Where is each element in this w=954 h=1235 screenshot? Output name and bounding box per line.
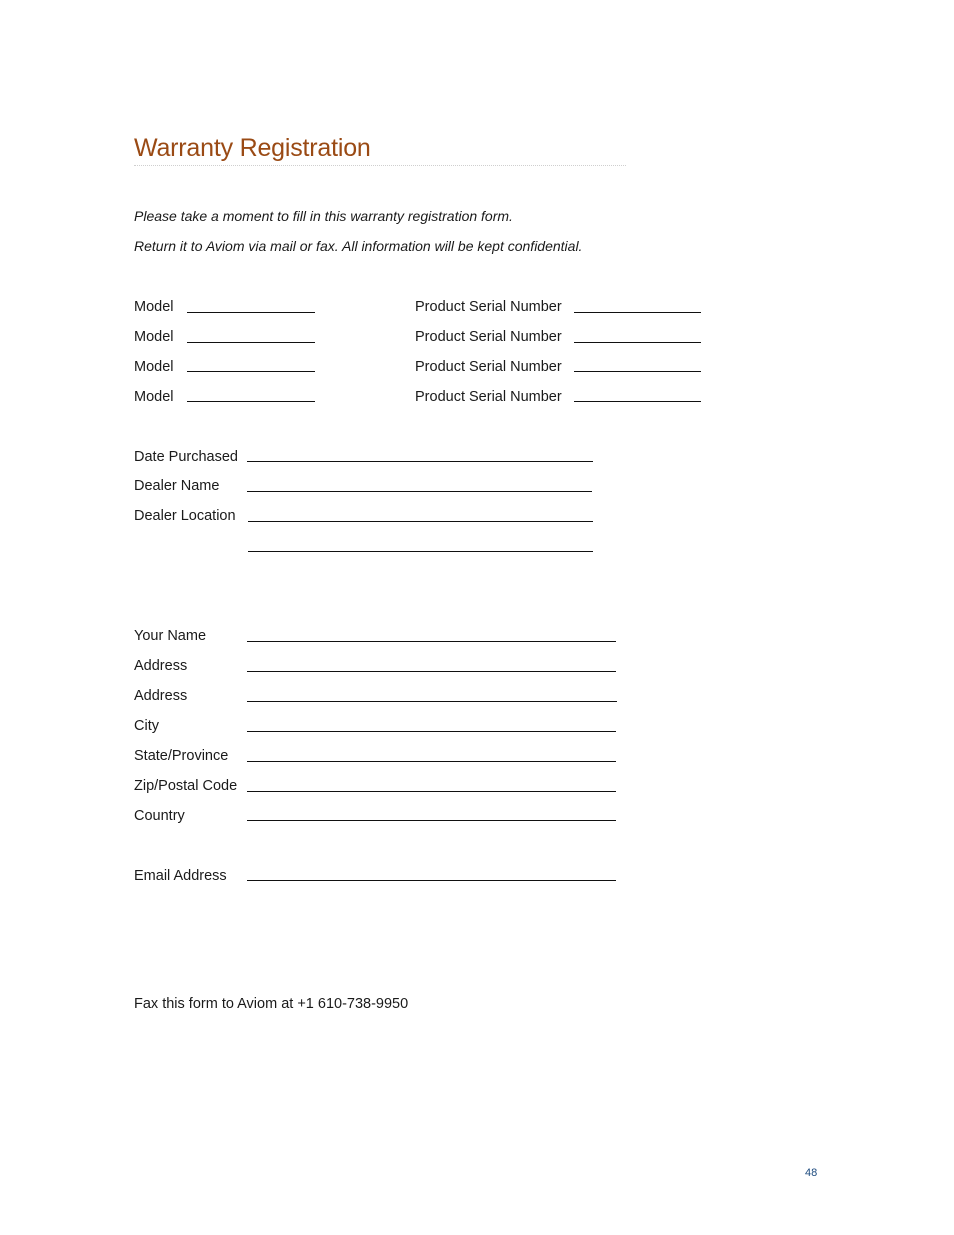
your-name-label: Your Name (134, 628, 207, 644)
serial-label: Product Serial Number (415, 329, 562, 345)
address-label: Address (134, 658, 188, 674)
country-field[interactable] (247, 820, 616, 821)
zip-postal-code-field[interactable] (247, 791, 616, 792)
email-address-field[interactable] (247, 880, 616, 881)
intro-line-1: Please take a moment to fill in this warranty registration form. (134, 208, 513, 224)
dealer-location-field[interactable] (248, 521, 593, 522)
model-field[interactable] (187, 371, 315, 372)
serial-field[interactable] (574, 342, 701, 343)
title-divider (134, 165, 626, 166)
serial-field[interactable] (574, 371, 701, 372)
model-field[interactable] (187, 312, 315, 313)
serial-field[interactable] (574, 401, 701, 402)
state-province-field[interactable] (247, 761, 616, 762)
serial-field[interactable] (574, 312, 701, 313)
page-number: 48 (805, 1167, 818, 1179)
date-purchased-label: Date Purchased (134, 449, 238, 465)
your-name-field[interactable] (247, 641, 616, 642)
address-2-label: Address (134, 688, 188, 704)
state-province-label: State/Province (134, 748, 229, 764)
intro-line-2: Return it to Aviom via mail or fax. All information will be kept confidential. (134, 238, 583, 254)
dealer-location-label: Dealer Location (134, 508, 236, 524)
model-field[interactable] (187, 401, 315, 402)
dealer-name-label: Dealer Name (134, 478, 220, 494)
city-label: City (134, 718, 159, 734)
address-2-field[interactable] (247, 701, 617, 702)
page-title: Warranty Registration (134, 134, 371, 162)
email-address-label: Email Address (134, 868, 227, 884)
model-label: Model (134, 389, 174, 405)
dealer-location-field-2[interactable] (248, 551, 593, 552)
serial-label: Product Serial Number (415, 359, 562, 375)
dealer-name-field[interactable] (247, 491, 592, 492)
model-label: Model (134, 299, 174, 315)
address-field[interactable] (247, 671, 616, 672)
serial-label: Product Serial Number (415, 299, 562, 315)
model-label: Model (134, 359, 174, 375)
model-label: Model (134, 329, 174, 345)
serial-label: Product Serial Number (415, 389, 562, 405)
country-label: Country (134, 808, 185, 824)
fax-instructions: Fax this form to Aviom at +1 610-738-9950 (134, 996, 409, 1012)
model-field[interactable] (187, 342, 315, 343)
date-purchased-field[interactable] (247, 461, 593, 462)
city-field[interactable] (247, 731, 616, 732)
zip-postal-code-label: Zip/Postal Code (134, 778, 238, 794)
